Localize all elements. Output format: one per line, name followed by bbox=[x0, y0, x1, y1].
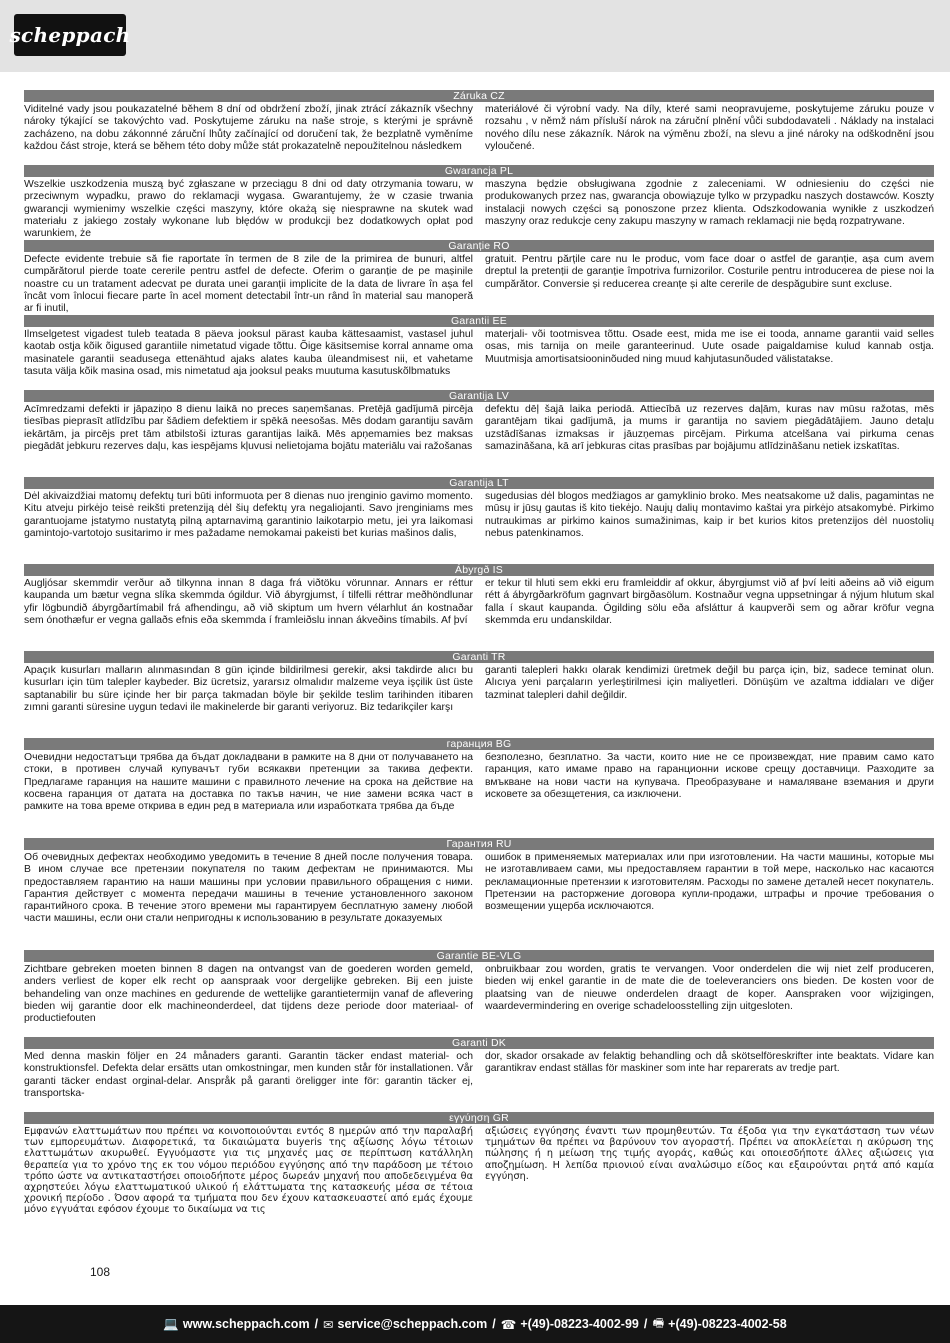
section-title: Garantija LT bbox=[24, 477, 934, 489]
warranty-section-lv bbox=[24, 390, 934, 466]
section-text-right: onbruikbaar zou worden, gratis te vervangen. Voor onderdelen die wij niet zelf produceren, bieden wij enkel garantie in de mate die de toeleveranciers ons bieden. De kosten voor de plaatsing van de nieuwe onderdelen draagt de koper. Aanspraken voor wijzigingen, waardevermindering en overige schadeloosstelling zijn uitgesloten. bbox=[485, 964, 934, 1012]
warranty-section-tr bbox=[24, 651, 934, 727]
brand-logo-text: scheppach bbox=[9, 23, 131, 47]
section-text-left: Apaçık kusurları malların alınmasından 8 gün içinde bildirilmesi gerekir, aksi takdirde alıcı bu kusurları için tüm talepler kaybeder. Biz ücretsiz, yararsız olmalıdır malzeme veya işçilik üst üste saptanabilir bu süre içinde her bir parça takmadan böyle bir şekilde teslim tarihinden itibaren zımni garanti süresine uygun tedavi ile makinelerde bir garanti veriyoruz. Biz tedarikçiler karşı bbox=[24, 665, 473, 713]
section-title: Gwarancja PL bbox=[24, 165, 934, 177]
warranty-section-ro bbox=[24, 240, 934, 315]
section-text-right: ошибок в применяемых материалах или при изготовлении. На части машины, которые мы не изготавливаем сами, мы предоставляем гарантии в той мере, насколько нас касаются рекламационные претензии к изготовителям. Расходы по замене деталей несет покупатель. Претензии на расторжение договора купли-продажи, штрафы и прочие требования о возмещении ущерба исключаются. bbox=[485, 852, 934, 913]
section-title: Garantija LV bbox=[24, 390, 934, 402]
section-title: Garanti DK bbox=[24, 1037, 934, 1049]
section-text-left: Viditelné vady jsou poukazatelné během 8 dní od obdržení zboží, jinak ztrácí zákazník všechny nároky týkající se takovýchto vad. Poskytujeme záruku na naše stroje, s kterými je správně zacházeno, na dobu zákonnné záruční lhůty začínající od doručení tak, že bezplatně vyměníme každou část stroje, která se během této doby může stát prokazatelně nepoužitelnou následkem bbox=[24, 104, 473, 152]
warranty-section-be-vlg bbox=[24, 950, 934, 1026]
section-text-right: materiálové či výrobní vady. Na díly, které sami neopravujeme, poskytujeme záruku pouze v rozsahu , v němž nám přísluší nárok na záruční plnění vůči subdodavateli . Náklady na instalaci nového dílu nese zákazník. Nárok na výměnu zboží, na slevu a jiné nároky na odškodnění jsou vyloučené. bbox=[485, 104, 934, 152]
warranty-section-pl bbox=[24, 165, 934, 240]
section-text-right: materjali- või tootmisvea tõttu. Osade eest, mida me ise ei tooda, anname garantii vaid selles osas, mis tarnija on meile garanteerinud. Uute osade paigaldamise kulud kannab ostja. Muutmisja amortisatsiooninõuded ning muud kahjutasunõuded välistatakse. bbox=[485, 329, 934, 365]
footer-separator: / bbox=[643, 1317, 648, 1331]
warranty-section-ru bbox=[24, 838, 934, 939]
section-text-right: defektu dēļ šajā laika periodā. Attiecībā uz rezerves daļām, kuras nav mūsu ražotas, mēs garantējam tikai gadījumā, ja mums ir garantija no saviem piegādātājiem. Jauno detaļu uzstādīšanas izmaksas ir jāuzņemas pircējam. Pirkuma atcelšana vai pirkuma cenas samazināšana, kā arī jebkuras citas prasības par bojājumu atlīdzināšanu netiek izskatītas. bbox=[485, 404, 934, 452]
section-text-right: sugedusias dėl blogos medžiagos ar gamyklinio broko. Mes neatsakome už dalis, pagamintas ne mūsų ir jūsų gautas iš kito tiekėjo. Naujų dalių montavimo kaštai yra pirkėjo atsakomybė. Pirkimo nutraukimas ar pirkimo kainos sumažinimas, kaip ir bet kurios kitos pretenzijos dėl nuostolių nebus patenkinamos. bbox=[485, 491, 934, 539]
section-text-right: er tekur til hluti sem ekki eru framleiddir af okkur, ábyrgjumst við af því leiti aðeins að við eigum rétt á ábyrgðarkröfum gagnvart birgðasölum. Kostnaður vegna uppsetningar á nýjum hlutum skal falla í skaut kaupanda. Ógilding sölu eða afsláttur á kaupverði sem og aðrar kröfur vegna skemmda eru undanskildar. bbox=[485, 578, 934, 626]
warranty-section-lt bbox=[24, 477, 934, 553]
brand-logo bbox=[9, 14, 131, 56]
section-text-left: Defecte evidente trebuie să fie raportate în termen de 8 zile de la primirea de bunuri, altfel cumpărătorul pierde toate cererile pentru astfel de defecte. Oferim o garanție de pe mașinile noastre cu un tratament adecvat pe durata unei garanții implicite de la data de livrare în așa fel încât vom înlocui fiecare parte în acel moment detectabil într-un rând în material sau manoperă ar fi inutil, bbox=[24, 254, 473, 315]
section-text-right: maszyna będzie obsługiwana zgodnie z zaleceniami. W odniesieniu do części nie produkowanych przez nas, gwarancja obowiązuje tylko w przypadku naszych dostawców. Koszty instalacji nowych części są ponoszone przez klienta. Odszkodowania wynikłe z uszkodzeń maszyny oraz redukcje ceny zakupu maszyny w ramach reklamacji nie będą rozpatrywane. bbox=[485, 179, 934, 227]
section-text-right: garanti talepleri hakkı olarak kendimizi üretmek değil bu parça için, biz, sadece teminat olun. Alıcıya yeni parçaların yerleştirilmesi için maliyetleri. Dönüşüm ve azaltma iddiaları ve diğer tazminat talepleri dahil değildir. bbox=[485, 665, 934, 701]
section-title: гаранция BG bbox=[24, 738, 934, 750]
section-text-left: Εμφανών ελαττωμάτων που πρέπει να κοινοποιούνται εντός 8 ημερών από την παραλαβή των εμπορευμάτων. Διαφορετικά, τα δικαιώματα buyeris της αξίωσης λόγω τέτοιων ελαττωμάτων ακυρωθεί. Εγγυόμαστε για τις μηχανές μας σε περίπτωση κατάλληλη θεραπεία για το χρόνο της εκ του νόμου περιόδου εγγύησης από την παράδοση με τέτοιο τρόπο ώστε να αντικαταστήσει οποιοδήποτε μέρος δωρεάν μηχανή που αποδεδειγμένα θα αχρηστεύει λόγω ελαττωματικού υλικού ή ελάττωματα της κατασκευής μέσα σε τέτοια χρονική περίοδο . Όσον αφορά τα τμήματα που δεν έχουν κατασκευαστεί από εμάς έχουμε μόνο εγγυάται εφόσον έχουμε το δικαίωμα να τις bbox=[24, 1126, 473, 1216]
header-bar bbox=[0, 0, 950, 72]
section-title: Garanție RO bbox=[24, 240, 934, 252]
section-text-left: Ilmselgetest vigadest tuleb teatada 8 päeva jooksul pärast kauba kättesaamist, vastasel juhul kaotab ostja kõik õigused garantiile nimetatud vigade tõttu. Õige käsitsemise korral anname oma masinatele garantii seadusega ettenähtud ajaks alates kauba üleandmisest nii, et vahetame tasuta välja kõik masina osad, mis nimetatud aja jooksul peaks muutuma kasutuskõlbmatuks bbox=[24, 329, 473, 377]
section-text-left: Dėl akivaizdžiai matomų defektų turi būti informuota per 8 dienas nuo įrenginio gavimo momento. Kitu atveju pirkėjo teisė reikšti pretenziją dėl šių defektų yra negaliojanti. Savo įrenginiams mes garantuojame įstatymo nustatytą pilną aptarnavimą garantinio laikotarpio metu, jei yra laikomasi gamintojo-vartotojo susitarimo ir mes pažadame nemokamai pakeisti bet kurias mašinos dalis, bbox=[24, 491, 473, 539]
section-text-left: Очевидни недостатъци трябва да бъдат докладвани в рамките на 8 дни от получаването на стоки, в противен случай купувачът губи всякакви претенции за такива дефекти. Предлагаме гаранция на нашите машини с правилното лечение на срока на действие на косвена гаранция от датата на доставка по такъв начин, че ние замени всяка част в рамките на това време откривa в един ред в материала или изработката трябва да бъде bbox=[24, 752, 473, 813]
section-text-right: dor, skador orsakade av felaktig behandling och då skötselföreskrifter inte beaktats. Vidare kan garantikrav endast ställas för maskiner som inte har reparerats av tredje part. bbox=[485, 1051, 934, 1075]
section-text-right: αξιώσεις εγγύησης έναντι των προμηθευτών. Τα έξοδα για την εγκατάσταση των νέων τμημάτων θα πρέπει να βαρύνουν τον αγοραστή. Πρέπει να αποκλείεται η ακύρωση της πώλησης ή η μείωση της τιμής αγοράς, καθώς και οποιεσδήποτε άλλες αξιώσεις για αποζημίωση. Η λεπίδα πριονιού είναι αναλώσιμο είδος και εξαιρούνται ρητά από καμία εγγύηση. bbox=[485, 1126, 934, 1182]
page-number: 108 bbox=[90, 1265, 111, 1279]
section-text-left: Augljósar skemmdir verður að tilkynna innan 8 daga frá viðtöku vörunnar. Annars er réttur kaupanda um bætur vegna slíka skemmda ógildur. Við ábyrgjumst, í tilfelli réttrar meðhöndlunar yfir lögbundið ábyrgðartímabil frá afhendingu, að við skiptum um hvern vélarhlut án kostnaðar sem ónothæfur er vegna gallaðs efnis eða skemmda í framleiðslu innan ákveðins tímabils. Af því bbox=[24, 578, 473, 626]
section-title: Гарантия RU bbox=[24, 838, 934, 850]
footer-fax: +(49)-08223-4002-58 bbox=[668, 1317, 787, 1331]
phone-icon: ☎ bbox=[500, 1316, 517, 1332]
warranty-section-bg bbox=[24, 738, 934, 827]
footer-email-link[interactable]: service@scheppach.com bbox=[337, 1317, 488, 1331]
footer-separator: / bbox=[492, 1317, 496, 1331]
computer-icon: 💻 bbox=[163, 1316, 179, 1331]
warranty-section-gr bbox=[24, 1112, 934, 1216]
section-text-left: Med denna maskin följer en 24 månaders garanti. Garantin täcker endast material- och konstruktionsfel. Defekta delar ersätts utan omkostningar, men kunden står för installationen. Vår garanti täcker endast orginal-delar. Anspråk på garanti öreligger inte för: garantin täcker ej, transportska- bbox=[24, 1051, 473, 1099]
warranty-sections bbox=[24, 90, 934, 1227]
section-title: Garantie BE-VLG bbox=[24, 950, 934, 962]
section-text-left: Acīmredzami defekti ir jāpaziņo 8 dienu laikā no preces saņemšanas. Pretējā gadījumā pircēja tiesības pieprasīt atlīdzību par šādiem defektiem ir spēkā neesošas. Mēs dodam garantiju savām iekārtām, ja pircējs pret tām atbilstoši izturas garantijas laikā. Mēs apņemamies bez maksas piegādāt jebkuru rezerves daļu, kas iespējams kļuvusi nelietojama bojātu materiālu vai ražošanas bbox=[24, 404, 473, 452]
section-title: εγγύηση GR bbox=[24, 1112, 934, 1124]
section-title: Ábyrgð IS bbox=[24, 564, 934, 576]
section-title: Záruka CZ bbox=[24, 90, 934, 102]
section-text-left: Zichtbare gebreken moeten binnen 8 dagen na ontvangst van de goederen worden gemeld, anders verliest de koper elk recht op aanspraak voor dergelijke gebreken. Bij een juiste behandeling van onze machines en gedurende de wettelijke garantietermijn vanaf de aflevering bieden wij garantie door elk machineonderdeel, dat tijdens deze periode door materiaal- of productiefouten bbox=[24, 964, 473, 1025]
section-text-right: gratuit. Pentru părțile care nu le produc, vom face doar o astfel de garanție, așa cum avem dreptul la pretenții de garanție împotriva furnizorilor. Costurile pentru introducerea de piese noi la cumpărător. Conversie și reducerea creanțe și alte cererile de despăgubire sunt excluse. bbox=[485, 254, 934, 290]
section-text-left: Wszelkie uszkodzenia muszą być zgłaszane w przeciągu 8 dni od daty otrzymania towaru, w przeciwnym wypadku, prawo do reklamacji wygasa. Gwarantujemy, że w czasie trwania gwarancji wymienimy wszelkie części maszyny, które okażą się niesprawne na skutek wad materiału z jakiego zostały wykonane lub błędów w produkcji bez dodatkowych opłat pod warunkiem, że bbox=[24, 179, 473, 240]
mail-icon: ✉ bbox=[323, 1316, 334, 1332]
fax-icon: 🖷 bbox=[652, 1314, 665, 1330]
section-title: Garanti TR bbox=[24, 651, 934, 663]
footer-phone: +(49)-08223-4002-99 bbox=[520, 1317, 639, 1331]
section-text-right: безполезно, безплатно. За части, които ние не се произвеждат, ние правим само като гаранция, като имаме право на гаранционни искове срещу доставчици. Разходите за вмъкване на нови части на купувача. Преобразуване и намаляване вземания и други исковете за обезщетения, са изключени. bbox=[485, 752, 934, 800]
footer-separator: / bbox=[314, 1317, 319, 1331]
warranty-section-cz bbox=[24, 90, 934, 154]
section-text-left: Об очевидных дефектах необходимо уведомить в течение 8 дней после получения товара. В ином случае все претензии покупателя по таким дефектам не принимаются. Мы предоставляем гарантию на наши машины при условии правильного обращения с ними. Гарантия действует с момента передачи машины в течение установленного законом гарантийного срока. В течение этого времени мы гарантируем бесплатную замену любой части машины, если они стали непригодны к использованию в результате доказуемых bbox=[24, 852, 473, 925]
warranty-section-ee bbox=[24, 315, 934, 379]
footer-bar bbox=[0, 1305, 950, 1343]
warranty-section-is bbox=[24, 564, 934, 640]
section-title: Garantii EE bbox=[24, 315, 934, 327]
warranty-section-dk bbox=[24, 1037, 934, 1101]
footer-website-link[interactable]: www.scheppach.com bbox=[182, 1317, 310, 1331]
